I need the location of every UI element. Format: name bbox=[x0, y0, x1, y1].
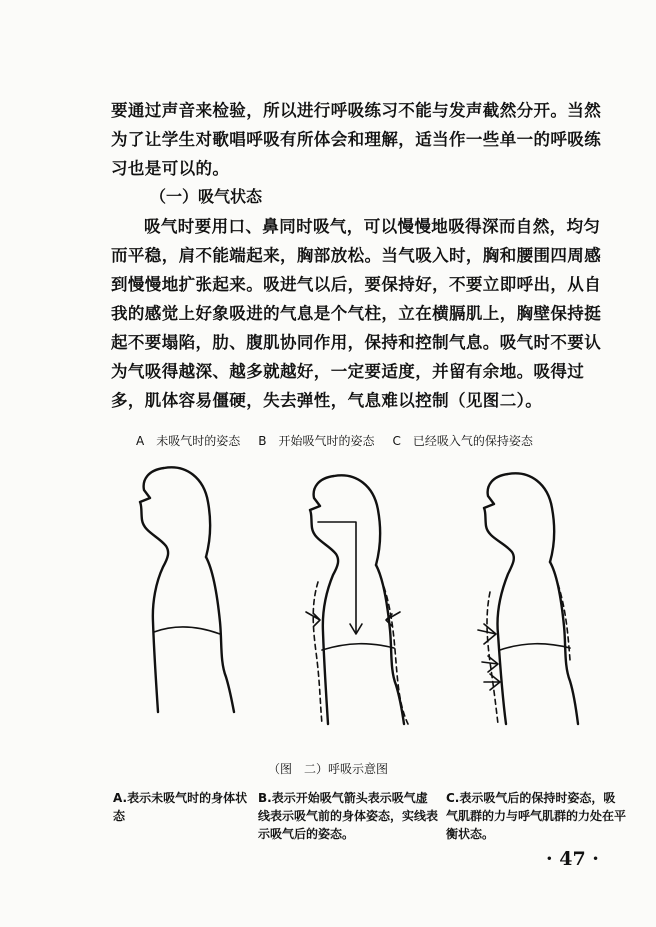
figure-title: （图 二）呼吸示意图 bbox=[267, 762, 388, 776]
figure-b-body bbox=[306, 475, 408, 724]
caption-a: A 未吸气时的姿态 bbox=[136, 434, 241, 448]
page-number: · 47 · bbox=[546, 848, 599, 870]
caption-c: C 已经吸入气的保持姿态 bbox=[392, 434, 533, 448]
paragraph-inhalation: 吸气时要用口、鼻同时吸气，可以慢慢地吸得深而自然，均匀而平稳，肩不能端起来，胸部放松。当气吸入时，胸和腰围四周感到慢慢地扩张起来。吸进气以后，要保持好，不要立即呼出，从自我的感觉上好象吸进的气息是个气柱，立在横膈肌上，胸壁保持挺起不要塌陷，肋、腹肌协同作用，保持和控制气息。吸气时不要认为气吸得越深、越多就越好，一定要适度，并留有余地。吸得过多，肌体容易僵硬，失去弹性，气息难以控制（见图二）。 bbox=[111, 217, 602, 410]
figure-c-body bbox=[478, 473, 578, 724]
description-b: B.表示开始吸气箭头表示吸气虚线表示吸气前的身体姿态，实线表示吸气后的姿态。 bbox=[258, 791, 439, 841]
caption-b: B 开始吸气时的姿态 bbox=[258, 434, 375, 448]
figure-captions bbox=[136, 432, 606, 449]
paragraph-intro: 要通过声音来检验，所以进行呼吸练习不能与发声截然分开。当然为了让学生对歌唱呼吸有所体会和理解，适当作一些单一的呼吸练习也是可以的。 bbox=[111, 101, 602, 178]
section-heading: （一）吸气状态 bbox=[150, 187, 263, 206]
figure-a-body bbox=[140, 467, 234, 712]
description-c: C.表示吸气后的保持时姿态，吸气肌群的力与呼气肌群的力处在平衡状态。 bbox=[446, 791, 627, 841]
description-a: A.表示未吸气时的身体状态 bbox=[113, 791, 248, 823]
breathing-diagram bbox=[128, 462, 608, 747]
